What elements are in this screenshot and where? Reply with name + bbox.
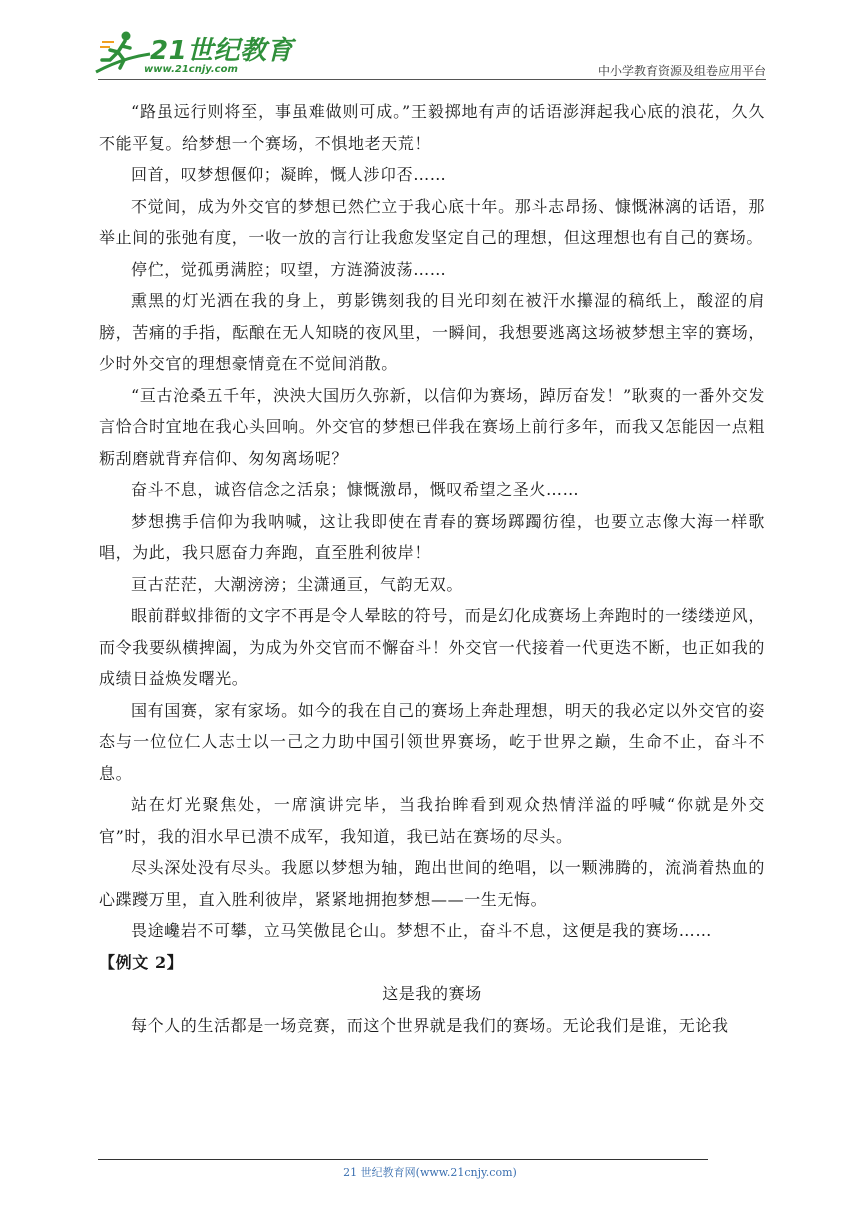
paragraph: 眼前群蚁排衙的文字不再是令人晕眩的符号，而是幻化成赛场上奔跑时的一缕缕逆风，而令我要纵横捭阖，为成为外交官而不懈奋斗！外交官一代接着一代更迭不断，也正如我的成绩日益焕发曙光。: [99, 606, 765, 688]
paragraph: 回首，叹梦想偃仰；凝眸，慨人涉卬否……: [131, 165, 447, 184]
article-body: [99, 96, 765, 1041]
paragraph: 停伫，觉孤勇满腔；叹望，方涟漪波荡……: [131, 259, 447, 279]
paragraph: 畏途巉岩不可攀，立马笑傲昆仑山。梦想不止，奋斗不息，这便是我的赛场……: [131, 921, 713, 940]
paragraph: 奋斗不息，诚咨信念之活泉；慷慨激昂，慨叹希望之圣火……: [131, 480, 580, 499]
platform-name: 中小学教育资源及组卷应用平台: [597, 64, 766, 78]
paragraph: 不觉间，成为外交官的梦想已然伫立于我心底十年。那斗志昂扬、慷慨淋漓的话语，那举止间的张弛有度，一收一放的言行让我愈发坚定自己的理想，但这理想也有自己的赛场。: [99, 196, 765, 247]
paragraph: 亘古茫茫，大潮滂滂；尘潇通亘，气韵无双。: [131, 574, 464, 594]
header-divider: [98, 79, 766, 80]
paragraph: “路虽远行则将至，事虽难做则可成。”王毅掷地有声的话语澎湃起我心底的浪花，久久不能平复。给梦想一个赛场，不惧地老天荒！: [99, 102, 765, 153]
page-header: [0, 0, 860, 90]
logo: [92, 28, 294, 78]
page-footer[interactable]: 21 世纪教育网(www.21cnjy.com): [343, 1166, 517, 1179]
logo-text: 21世纪教育: [150, 36, 294, 66]
logo-url: www.21cnjy.com: [144, 64, 238, 75]
footer-divider: [98, 1159, 708, 1160]
paragraph: 每个人的生活都是一场竞赛，而这个世界就是我们的赛场。无论我们是谁，无论我: [131, 1015, 729, 1035]
paragraph: 尽头深处没有尽头。我愿以梦想为轴，跑出世间的绝唱，以一颗沸腾的，流淌着热血的心蹀躞万里，直入胜利彼岸，紧紧地拥抱梦想——一生无悔。: [99, 858, 765, 909]
paragraph: 梦想携手信仰为我呐喊，这让我即使在青春的赛场踯躅彷徨，也要立志像大海一样歌唱，为此，我只愿奋力奔跑，直至胜利彼岸！: [99, 511, 765, 562]
runner-logo-icon: [92, 28, 152, 78]
paragraph: 国有国赛，家有家场。如今的我在自己的赛场上奔赴理想，明天的我必定以外交官的姿态与一位位仁人志士以一己之力助中国引领世界赛场，屹于世界之巅，生命不止，奋斗不息。: [99, 700, 765, 783]
example-label: 【例文 2】: [99, 952, 184, 972]
example-title: 这是我的赛场: [382, 984, 482, 1003]
paragraph: “亘古沧桑五千年，泱泱大国历久弥新，以信仰为赛场，踔厉奋发！”耿爽的一番外交发言恰合时宜地在我心头回响。外交官的梦想已伴我在赛场上前行多年，而我又怎能因一点粗粝刮磨就背弃信仰、匆匆离场呢？: [99, 385, 765, 468]
paragraph: 熏黑的灯光洒在我的身上，剪影镌刻我的目光印刻在被汗水攥湿的稿纸上，酸涩的肩膀，苦痛的手指，酝酿在无人知晓的夜风里，一瞬间，我想要逃离这场被梦想主宰的赛场，少时外交官的理想豪情竟在不觉间消散。: [99, 291, 765, 373]
paragraph: 站在灯光聚焦处，一席演讲完毕，当我抬眸看到观众热情洋溢的呼喊“你就是外交官”时，我的泪水早已溃不成军，我知道，我已站在赛场的尽头。: [99, 795, 765, 846]
